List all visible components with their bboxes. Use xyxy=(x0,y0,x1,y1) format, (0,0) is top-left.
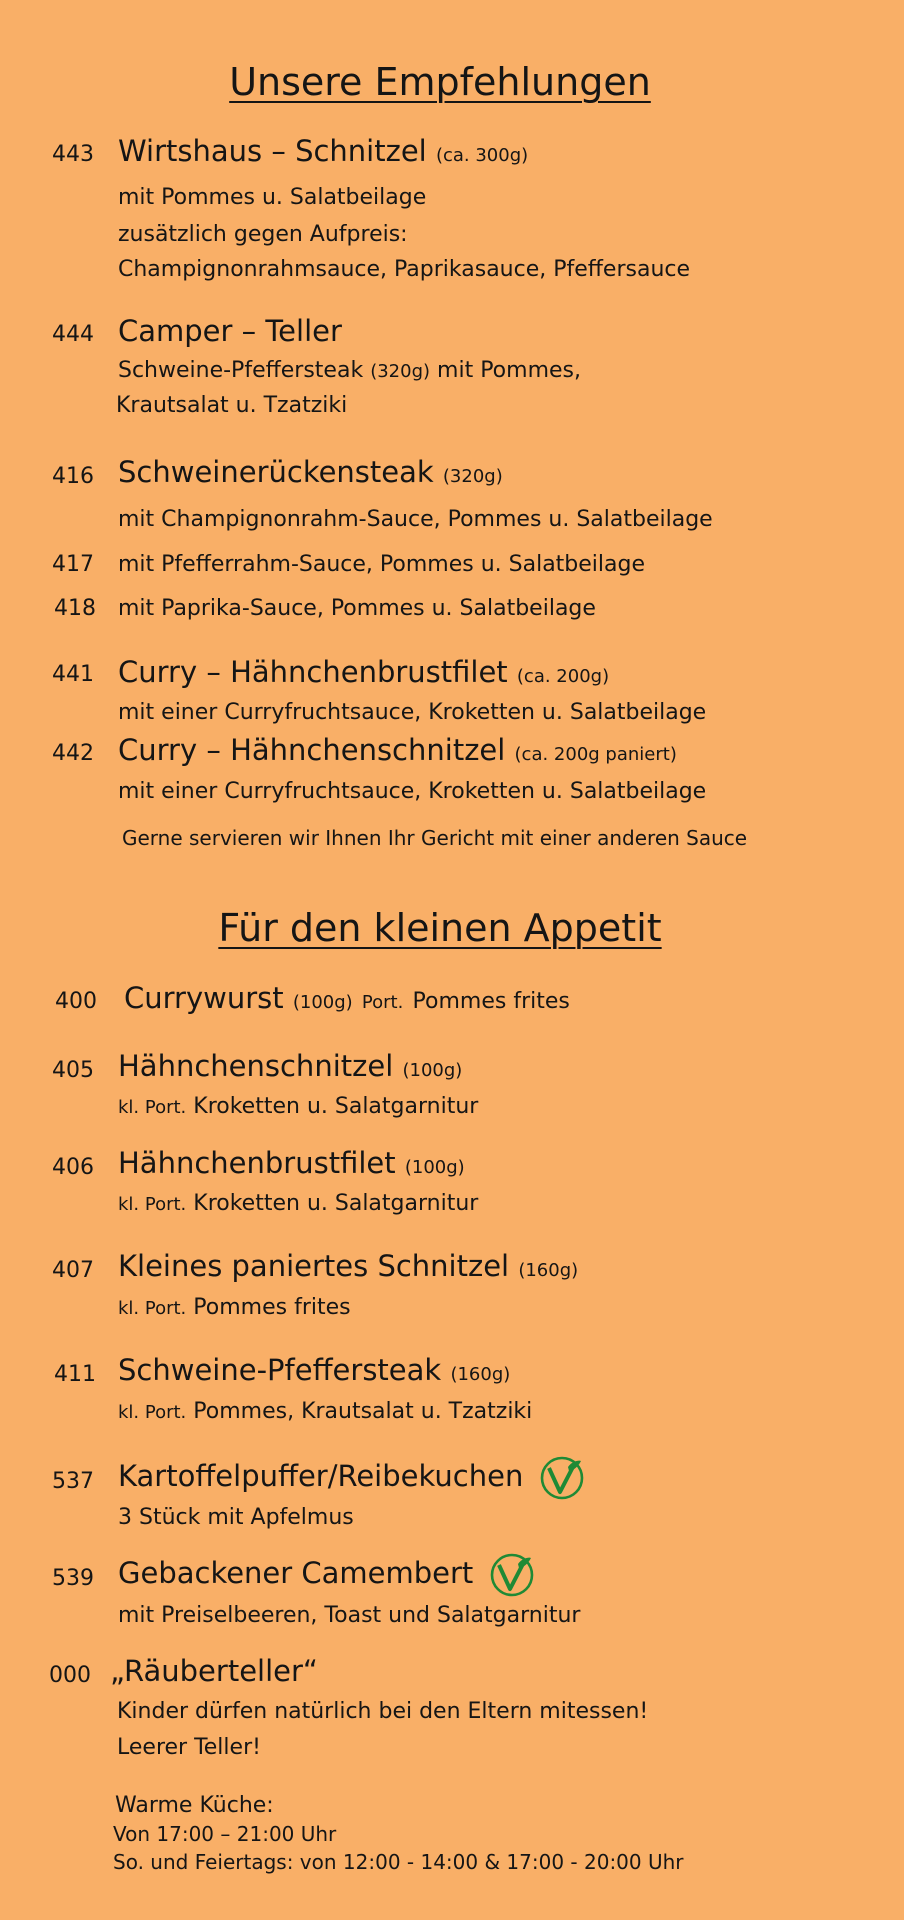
vegetarian-v-icon xyxy=(489,1552,535,1598)
item-title xyxy=(118,1146,465,1180)
item-portion-label: kl. Port. xyxy=(118,1298,187,1319)
item-weight-note: (ca. 200g) xyxy=(516,666,610,687)
item-title xyxy=(124,981,570,1015)
item-name: Schweine-Pfeffersteak xyxy=(118,1353,442,1387)
item-description xyxy=(118,1399,532,1424)
item-number: 411 xyxy=(54,1362,96,1387)
item-name: Curry – Hähnchenschnitzel xyxy=(118,733,506,767)
item-description xyxy=(118,358,581,383)
hours-label: Warme Küche: xyxy=(115,1793,274,1818)
item-description-part: mit Pommes, xyxy=(437,358,581,383)
item-title xyxy=(118,1353,510,1387)
item-name: Curry – Hähnchenbrustfilet xyxy=(118,655,508,689)
item-title xyxy=(118,1049,462,1083)
section-heading-recommendations: Unsere Empfehlungen xyxy=(229,60,651,104)
item-portion-label: kl. Port. xyxy=(118,1402,187,1423)
item-weight-note: (320g) xyxy=(442,466,503,487)
item-portion-label: kl. Port. xyxy=(118,1097,187,1118)
item-side: Pommes frites xyxy=(193,1295,351,1320)
item-side: Kroketten u. Salatgarnitur xyxy=(193,1094,479,1119)
item-description xyxy=(118,1191,478,1216)
item-name: Schweinerückensteak xyxy=(118,455,434,489)
item-number: 537 xyxy=(52,1469,94,1494)
sauce-footnote: Gerne servieren wir Ihnen Ihr Gericht mit einer anderen Sauce xyxy=(122,826,748,850)
item-description: mit Pommes u. Salatbeilage xyxy=(118,185,427,210)
item-number: 444 xyxy=(52,322,94,347)
item-name: Wirtshaus – Schnitzel xyxy=(118,134,427,168)
item-title xyxy=(118,655,609,689)
item-title xyxy=(118,1249,578,1283)
item-description: Champignonrahmsauce, Paprikasauce, Pfeffersauce xyxy=(118,257,691,282)
hours-sunday: So. und Feiertags: von 12:00 - 14:00 & 17:00 - 20:00 Uhr xyxy=(113,1850,684,1874)
item-portion-label: kl. Port. xyxy=(118,1194,187,1215)
item-title xyxy=(118,733,677,767)
item-title xyxy=(118,1552,535,1598)
item-side: Pommes, Krautsalat u. Tzatziki xyxy=(193,1399,533,1424)
item-number: 405 xyxy=(52,1058,94,1083)
item-description: Leerer Teller! xyxy=(117,1735,261,1760)
item-title xyxy=(118,1455,585,1501)
item-weight-note: (ca. 300g) xyxy=(435,145,529,166)
item-number: 406 xyxy=(52,1155,94,1180)
item-number: 441 xyxy=(52,662,94,687)
item-number: 417 xyxy=(52,552,94,577)
item-number: 539 xyxy=(52,1566,94,1591)
item-name: Hähnchenbrustfilet xyxy=(118,1146,396,1180)
item-number: 418 xyxy=(54,596,96,621)
item-number: 442 xyxy=(52,741,94,766)
item-title xyxy=(118,455,503,489)
item-description: 3 Stück mit Apfelmus xyxy=(118,1505,354,1530)
item-name: „Räuberteller“ xyxy=(110,1654,318,1688)
item-name: Currywurst xyxy=(124,981,284,1015)
item-weight-note: (100g) xyxy=(404,1157,465,1178)
vegetarian-v-icon xyxy=(539,1455,585,1501)
section-heading-small-appetite: Für den kleinen Appetit xyxy=(218,906,662,950)
item-description: mit Preiselbeeren, Toast und Salatgarnitur xyxy=(118,1603,581,1628)
item-description-part: Schweine-Pfeffersteak xyxy=(118,358,364,383)
item-number: 416 xyxy=(52,464,94,489)
item-name: Gebackener Camembert xyxy=(118,1556,474,1590)
item-weight-note: (160g) xyxy=(518,1260,579,1281)
item-description: Krautsalat u. Tzatziki xyxy=(116,393,348,418)
item-description: mit Paprika-Sauce, Pommes u. Salatbeilage xyxy=(118,596,596,621)
item-name: Hähnchenschnitzel xyxy=(118,1049,394,1083)
item-description: zusätzlich gegen Aufpreis: xyxy=(118,222,408,247)
item-description: mit einer Curryfruchtsauce, Kroketten u. Salatbeilage xyxy=(118,779,707,804)
item-weight-note: (100g) xyxy=(292,992,353,1013)
item-description: mit einer Curryfruchtsauce, Kroketten u. Salatbeilage xyxy=(118,700,707,725)
item-weight-note: (320g) xyxy=(370,361,431,382)
hours-weekday: Von 17:00 – 21:00 Uhr xyxy=(113,1822,337,1846)
item-name: Camper – Teller xyxy=(118,314,342,348)
item-number: 000 xyxy=(49,1663,91,1688)
item-side: Pommes frites xyxy=(412,989,570,1014)
item-description: mit Pfefferrahm-Sauce, Pommes u. Salatbeilage xyxy=(118,552,646,577)
item-name: Kartoffelpuffer/Reibekuchen xyxy=(118,1459,524,1493)
item-weight-note: (160g) xyxy=(450,1364,511,1385)
item-number: 400 xyxy=(55,989,97,1014)
item-number: 443 xyxy=(52,142,94,167)
item-description: Kinder dürfen natürlich bei den Eltern mitessen! xyxy=(117,1699,649,1724)
item-name: Kleines paniertes Schnitzel xyxy=(118,1249,510,1283)
item-number: 407 xyxy=(52,1258,94,1283)
item-description xyxy=(118,1094,478,1119)
item-weight-note: (ca. 200g paniert) xyxy=(514,744,677,765)
item-side: Kroketten u. Salatgarnitur xyxy=(193,1191,479,1216)
item-title xyxy=(118,134,528,168)
item-description: mit Champignonrahm-Sauce, Pommes u. Salatbeilage xyxy=(118,507,713,532)
item-description xyxy=(118,1295,351,1320)
item-weight-note: (100g) xyxy=(402,1060,463,1081)
item-portion-label: Port. xyxy=(361,992,404,1013)
